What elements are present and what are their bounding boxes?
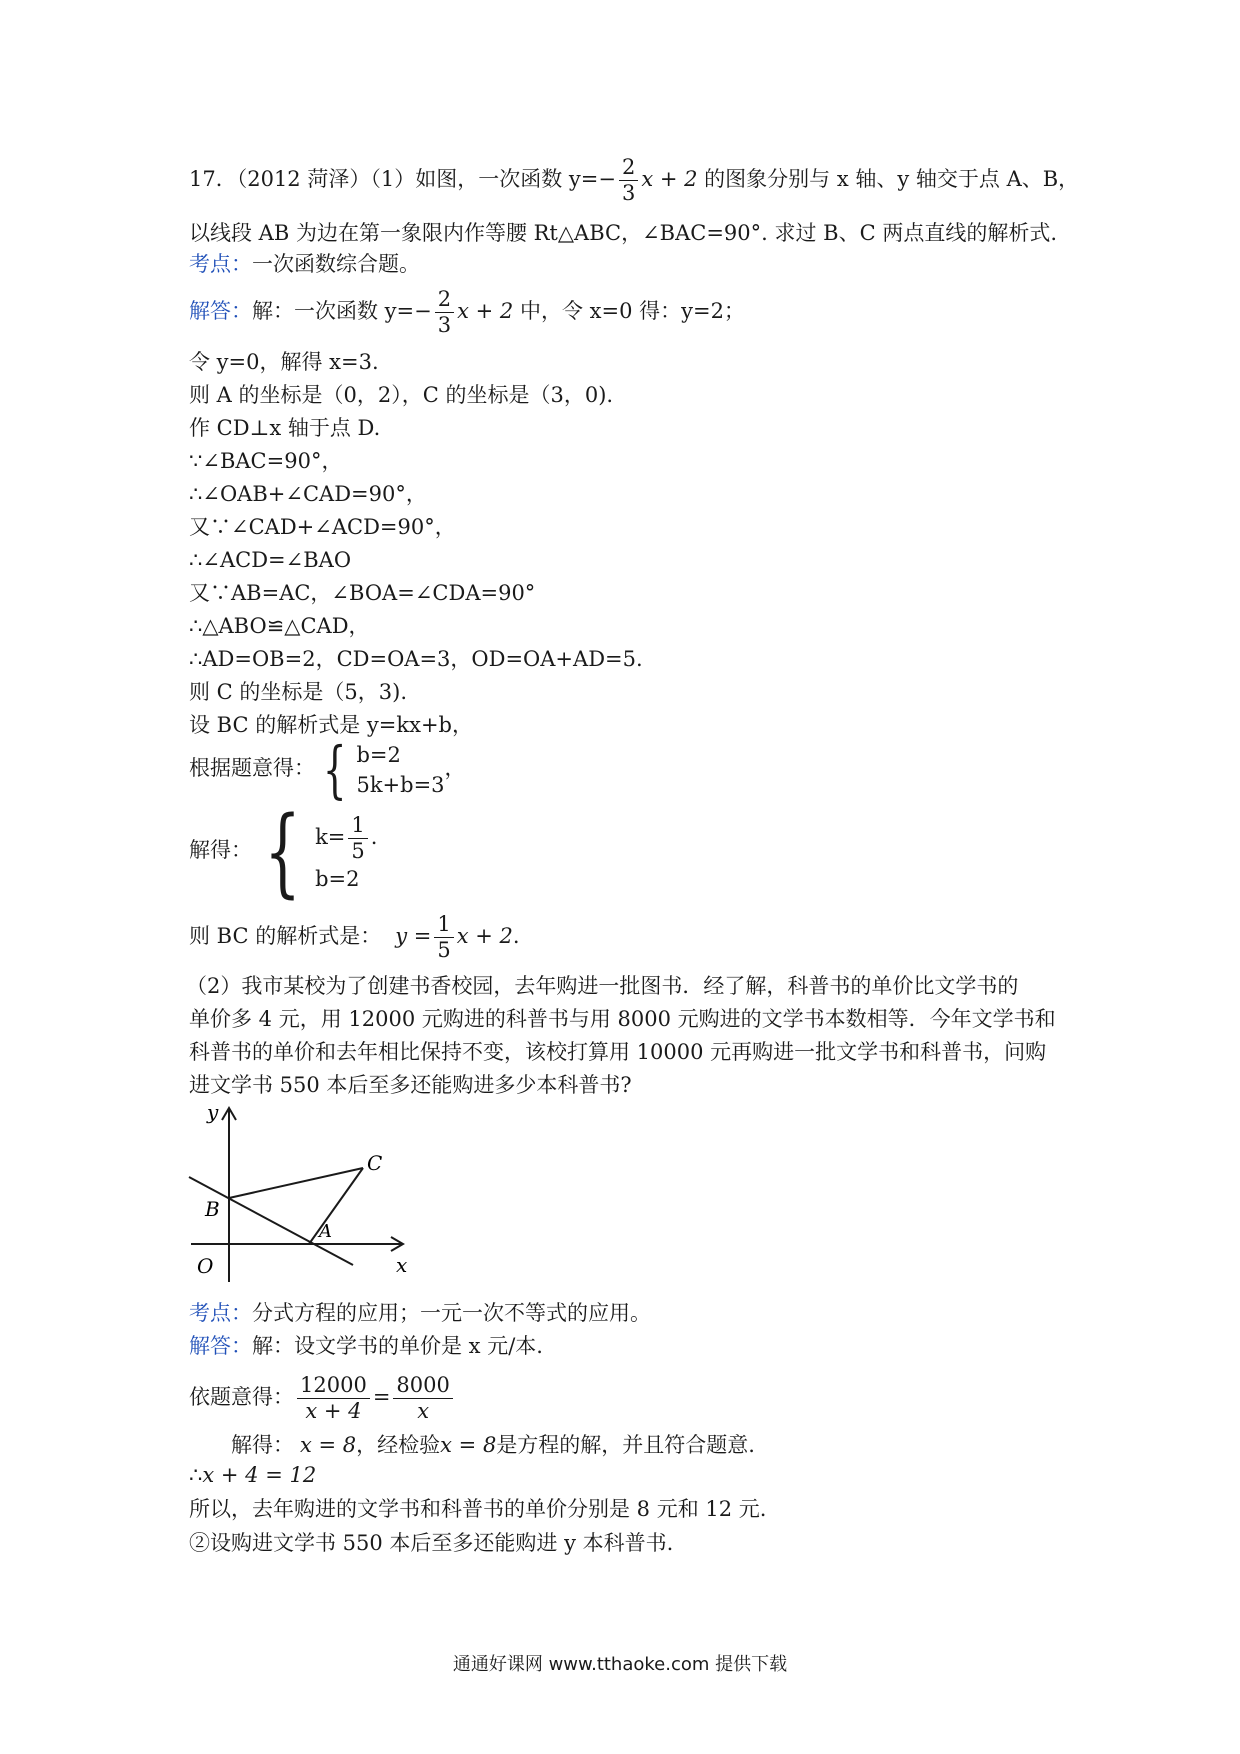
fraction-numerator: 1 [434, 912, 453, 938]
fraction-one-fifth [348, 813, 367, 864]
solved-text: 解得： [231, 1433, 294, 1457]
fraction-denominator: 3 [621, 181, 636, 205]
system-brace-group [315, 732, 445, 806]
kaodian-text: 一次函数综合题。 [252, 252, 420, 276]
left-brace: { [322, 732, 347, 806]
segment-bc [229, 1168, 363, 1198]
fraction-right [393, 1373, 452, 1424]
fraction-denominator: 3 [437, 313, 452, 337]
problem-line-2: 以线段 AB 为边在第一象限内作等腰 Rt△ABC，∠BAC=90°. 求过 B、C 两点直线的解析式. [189, 221, 1058, 245]
system-rows [356, 740, 444, 800]
math-expression: x = 8 [300, 1433, 357, 1457]
kaodian-label: 考点： [189, 1301, 252, 1325]
fraction-two-thirds [435, 287, 454, 338]
label-a: A [319, 1221, 332, 1242]
solved-text: ，经检验 [356, 1433, 441, 1457]
fraction-denominator: x + 4 [305, 1399, 362, 1423]
system-label: 根据题意得： [189, 756, 315, 780]
math-expression: x + 2 [641, 167, 698, 191]
solution2-line-1 [189, 1333, 543, 1359]
solution-text-tail: 中，令 x=0 得：y=2； [513, 299, 745, 323]
system-brace-group [252, 795, 378, 908]
bc-result-text: 则 BC 的解析式是： [189, 924, 382, 948]
label-c: C [367, 1151, 383, 1175]
minus-sign: − [414, 299, 432, 323]
step-line: ∴△ABO≌△CAD， [189, 614, 370, 638]
next-step-line: ②设购进文学书 550 本后至多还能购进 y 本科普书. [189, 1531, 674, 1555]
system-equations-2 [189, 795, 378, 908]
left-brace: { [264, 795, 301, 908]
math-expression: x = 8 [440, 1433, 497, 1457]
step-line: 又∵AB=AC，∠BOA=∠CDA=90° [189, 581, 536, 605]
fraction-one-fifth [434, 912, 453, 963]
part2-line: （2）我市某校为了创建书香校园，去年购进一批图书．经了解，科普书的单价比文学书的 [186, 974, 1019, 998]
kaodian-line-1 [189, 251, 420, 277]
jieda-label: 解答： [189, 299, 252, 323]
jieda-label: 解答： [189, 1334, 252, 1358]
label-b: B [205, 1197, 220, 1221]
system-row-punct: . [370, 824, 378, 849]
fraction-numerator: 12000 [297, 1373, 370, 1399]
system-punctuation: ， [444, 756, 466, 780]
conclusion-line: 所以，去年购进的文学书和科普书的单价分别是 8 元和 12 元. [189, 1497, 767, 1521]
problem-line-1-tail: 的图象分别与 x 轴、y 轴交于点 A、B， [697, 167, 1080, 191]
system-row: b=2 [315, 866, 360, 891]
fraction-denominator: 5 [351, 838, 365, 863]
bc-result-line [189, 906, 520, 966]
kaodian-line-2 [189, 1300, 651, 1326]
kaodian-text: 分式方程的应用；一元一次不等式的应用。 [252, 1301, 651, 1325]
step-line: 则 C 的坐标是（5，3). [189, 680, 408, 704]
step-line: ∴∠ACD=∠BAO [189, 548, 352, 572]
solution-text: 解：一次函数 y= [252, 299, 415, 323]
label-o: O [197, 1254, 214, 1278]
math-expression: x + 4 = 12 [202, 1463, 317, 1487]
part2-line: 进文学书 550 本后至多还能购进多少本科普书? [189, 1073, 632, 1097]
system-label: 解得： [189, 838, 252, 862]
problem-line-1-text: 17．（2012 菏泽）（1）如图，一次函数 y= [189, 167, 599, 191]
system-equations-1 [189, 732, 466, 806]
fraction-numerator: 2 [435, 287, 454, 313]
kaodian-label: 考点： [189, 252, 252, 276]
system-row: 5k+b=3 [356, 772, 445, 797]
step-line: 则 A 的坐标是（0，2），C 的坐标是（3，0). [189, 383, 614, 407]
step-line: 又∵∠CAD+∠ACD=90°， [189, 515, 456, 539]
fraction-denominator: x [417, 1399, 430, 1423]
step-line: 作 CD⊥x 轴于点 D. [189, 416, 381, 440]
fraction-numerator: 1 [348, 813, 367, 839]
label-x: x [396, 1253, 408, 1277]
solved-text: 是方程的解，并且符合题意. [496, 1433, 755, 1457]
solution-text: 解：设文学书的单价是 x 元/本. [252, 1334, 543, 1358]
minus-sign: − [598, 167, 616, 191]
equation-label: 依题意得： [189, 1385, 294, 1409]
fraction-two-thirds [619, 155, 638, 206]
fraction-denominator: 5 [437, 938, 451, 962]
math-expression: y = [395, 924, 432, 948]
step-line: ∴AD=OB=2，CD=OA=3，OD=OA+AD=5. [189, 647, 643, 671]
equals-sign: = [372, 1385, 391, 1409]
label-y: y [207, 1100, 219, 1124]
fraction-numerator: 2 [619, 155, 638, 181]
step-line: 设 BC 的解析式是 y=kx+b， [189, 713, 473, 737]
step-line: ∴∠OAB+∠CAD=90°， [189, 482, 427, 506]
therefore-symbol: ∴ [189, 1463, 203, 1487]
part2-line: 单价多 4 元，用 12000 元购进的科普书与用 8000 元购进的文学书本数相等．今年文学书和 [189, 1007, 1056, 1031]
system-row-text: k= [315, 824, 346, 849]
step-line: ∵∠BAC=90°， [189, 449, 343, 473]
solution-line-1 [189, 287, 745, 338]
segment-ac [309, 1168, 363, 1244]
fraction-left [297, 1373, 370, 1424]
system-rows [315, 810, 377, 894]
math-expression: x + 2 [457, 299, 514, 323]
solved-line [231, 1432, 755, 1458]
therefore-line [189, 1462, 316, 1488]
punctuation: . [512, 924, 520, 948]
page-footer: 通通好课网 www.tthaoke.com 提供下载 [452, 1654, 788, 1675]
fraction-numerator: 8000 [393, 1373, 452, 1399]
math-expression: x + 2 [456, 924, 513, 948]
part2-line: 科普书的单价和去年相比保持不变，该校打算用 10000 元再购进一批文学书和科普书，问购 [189, 1040, 1047, 1064]
coordinate-figure [185, 1100, 415, 1285]
system-row [315, 810, 377, 864]
system-row: b=2 [356, 742, 401, 767]
equation-line [189, 1367, 456, 1427]
step-line: 令 y=0，解得 x=3. [189, 350, 379, 374]
problem-line-1 [189, 155, 1079, 206]
